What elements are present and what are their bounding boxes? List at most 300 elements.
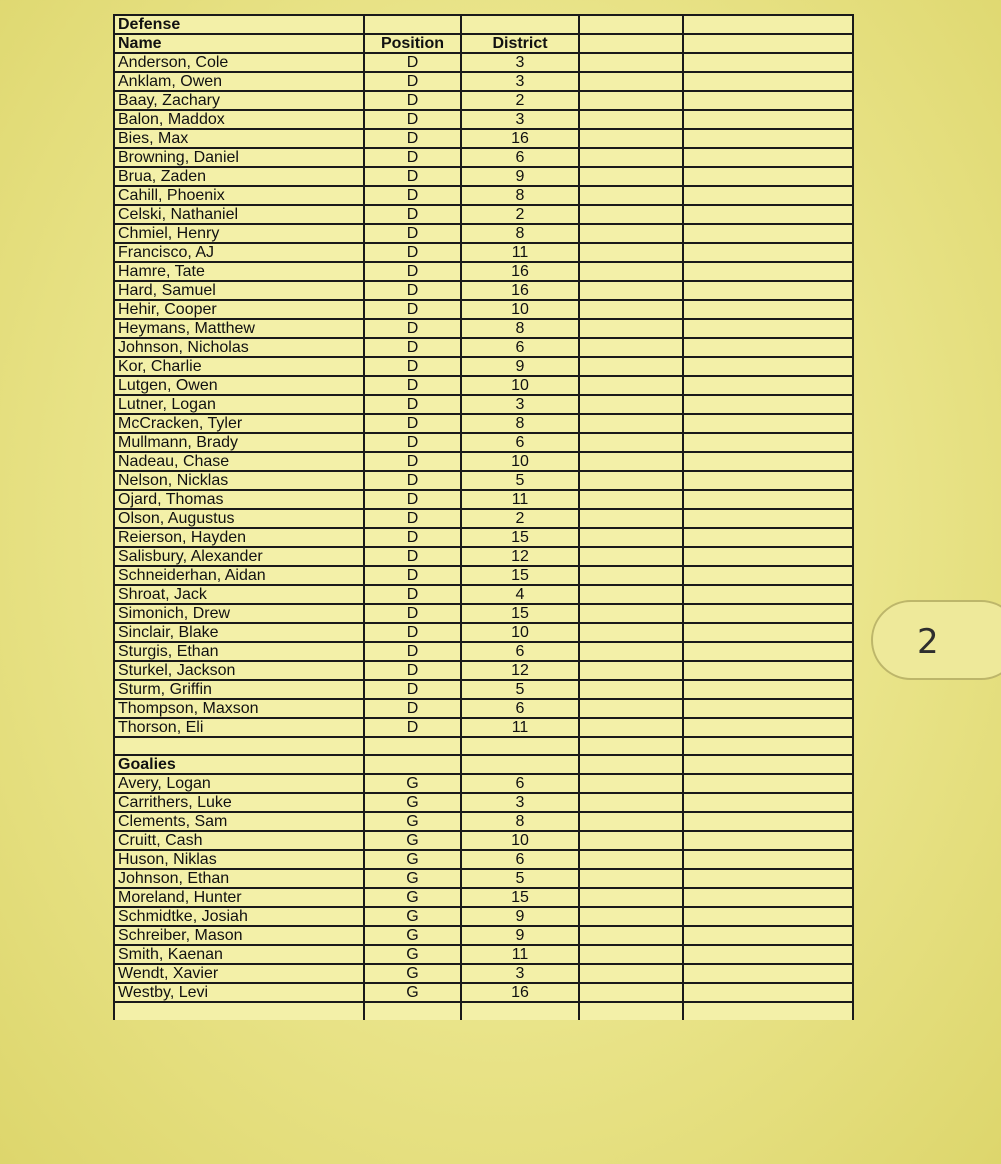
empty-cell [114,737,364,755]
empty-cell [579,395,683,414]
player-name-cell: Johnson, Ethan [114,869,364,888]
empty-cell [683,661,853,680]
player-district-cell: 4 [461,585,579,604]
player-position-cell: G [364,926,461,945]
empty-cell [579,15,683,34]
table-row [114,433,853,452]
player-district-cell: 9 [461,167,579,186]
empty-cell [683,774,853,793]
empty-cell [683,869,853,888]
player-position-cell: G [364,774,461,793]
empty-cell [683,433,853,452]
empty-cell [579,300,683,319]
empty-cell [579,148,683,167]
table-row [114,224,853,243]
table-row [114,793,853,812]
player-name-cell: Bies, Max [114,129,364,148]
empty-cell [579,376,683,395]
player-position-cell: D [364,566,461,585]
player-position-cell: D [364,224,461,243]
empty-cell [683,642,853,661]
player-position-cell: G [364,831,461,850]
player-position-cell: D [364,53,461,72]
player-position-cell: D [364,585,461,604]
player-position-cell: G [364,888,461,907]
empty-cell [683,623,853,642]
player-name-cell: Huson, Niklas [114,850,364,869]
empty-cell [579,72,683,91]
column-header-position: Position [364,34,461,53]
player-name-cell: Cahill, Phoenix [114,186,364,205]
empty-cell [683,110,853,129]
empty-cell [683,585,853,604]
empty-cell [579,205,683,224]
player-district-cell: 3 [461,110,579,129]
player-position-cell: D [364,167,461,186]
empty-cell [683,812,853,831]
player-position-cell: D [364,680,461,699]
page-number-tab[interactable] [871,600,1001,680]
player-position-cell: D [364,471,461,490]
player-district-cell: 2 [461,91,579,110]
player-district-cell: 8 [461,414,579,433]
empty-cell [683,945,853,964]
empty-cell [579,831,683,850]
player-position-cell: D [364,91,461,110]
table-row [114,926,853,945]
player-position-cell: D [364,414,461,433]
empty-cell [579,433,683,452]
player-district-cell: 8 [461,812,579,831]
player-name-cell: Baay, Zachary [114,91,364,110]
player-name-cell: Heymans, Matthew [114,319,364,338]
table-row [114,642,853,661]
empty-cell [683,680,853,699]
player-district-cell: 3 [461,53,579,72]
player-position-cell: D [364,262,461,281]
table-row [114,528,853,547]
empty-cell [461,1002,579,1020]
empty-cell [683,148,853,167]
player-name-cell: Hamre, Tate [114,262,364,281]
player-name-cell: Reierson, Hayden [114,528,364,547]
empty-cell [683,888,853,907]
player-district-cell: 5 [461,471,579,490]
empty-cell [579,528,683,547]
empty-cell [579,604,683,623]
empty-cell [683,15,853,34]
player-district-cell: 5 [461,869,579,888]
table-row [114,186,853,205]
empty-cell [579,699,683,718]
player-position-cell: G [364,869,461,888]
section-title: Goalies [114,755,364,774]
empty-cell [683,186,853,205]
table-row [114,812,853,831]
player-name-cell: Wendt, Xavier [114,964,364,983]
empty-cell [579,888,683,907]
player-name-cell: Browning, Daniel [114,148,364,167]
table-row [114,509,853,528]
blank-row [114,1002,853,1020]
table-row [114,281,853,300]
player-name-cell: Anderson, Cole [114,53,364,72]
table-row [114,661,853,680]
table-row [114,129,853,148]
player-district-cell: 12 [461,547,579,566]
player-district-cell: 3 [461,964,579,983]
player-district-cell: 6 [461,148,579,167]
player-position-cell: D [364,699,461,718]
player-position-cell: D [364,528,461,547]
empty-cell [579,793,683,812]
player-district-cell: 10 [461,623,579,642]
player-position-cell: D [364,547,461,566]
table-row [114,376,853,395]
table-row [114,53,853,72]
section-title: Defense [114,15,364,34]
empty-cell [683,737,853,755]
player-position-cell: D [364,623,461,642]
empty-cell [683,281,853,300]
player-position-cell: D [364,186,461,205]
empty-cell [683,224,853,243]
empty-cell [579,509,683,528]
player-name-cell: Olson, Augustus [114,509,364,528]
player-name-cell: Schreiber, Mason [114,926,364,945]
empty-cell [579,338,683,357]
player-position-cell: G [364,812,461,831]
column-header-district: District [461,34,579,53]
empty-cell [579,471,683,490]
table-row [114,680,853,699]
player-position-cell: D [364,205,461,224]
player-name-cell: Sturgis, Ethan [114,642,364,661]
table-row [114,72,853,91]
table-row [114,471,853,490]
player-position-cell: D [364,129,461,148]
player-name-cell: Sturkel, Jackson [114,661,364,680]
player-name-cell: Lutner, Logan [114,395,364,414]
player-district-cell: 11 [461,718,579,737]
table-row [114,566,853,585]
player-position-cell: G [364,983,461,1002]
player-district-cell: 8 [461,319,579,338]
empty-cell [683,509,853,528]
player-district-cell: 15 [461,604,579,623]
player-position-cell: D [364,300,461,319]
table-row [114,850,853,869]
player-position-cell: D [364,395,461,414]
player-name-cell: McCracken, Tyler [114,414,364,433]
player-district-cell: 12 [461,661,579,680]
empty-cell [683,964,853,983]
column-header-row [114,34,853,53]
player-district-cell: 6 [461,699,579,718]
player-district-cell: 11 [461,945,579,964]
empty-cell [114,1002,364,1020]
roster-table-body [114,15,853,1020]
player-position-cell: D [364,452,461,471]
empty-cell [579,755,683,774]
empty-cell [579,490,683,509]
empty-cell [683,983,853,1002]
empty-cell [579,167,683,186]
empty-cell [579,964,683,983]
player-position-cell: D [364,72,461,91]
player-position-cell: D [364,661,461,680]
player-district-cell: 16 [461,262,579,281]
empty-cell [683,376,853,395]
player-position-cell: D [364,718,461,737]
table-row [114,452,853,471]
player-position-cell: G [364,907,461,926]
empty-cell [579,414,683,433]
empty-cell [683,338,853,357]
player-name-cell: Chmiel, Henry [114,224,364,243]
table-row [114,869,853,888]
player-name-cell: Johnson, Nicholas [114,338,364,357]
empty-cell [579,53,683,72]
player-name-cell: Mullmann, Brady [114,433,364,452]
player-name-cell: Hard, Samuel [114,281,364,300]
table-row [114,110,853,129]
empty-cell [579,642,683,661]
player-position-cell: D [364,243,461,262]
empty-cell [579,850,683,869]
player-name-cell: Avery, Logan [114,774,364,793]
player-district-cell: 10 [461,831,579,850]
player-name-cell: Celski, Nathaniel [114,205,364,224]
player-district-cell: 5 [461,680,579,699]
empty-cell [683,205,853,224]
table-row [114,945,853,964]
roster-table [113,14,854,1020]
empty-cell [579,547,683,566]
table-row [114,262,853,281]
table-row [114,414,853,433]
empty-cell [579,926,683,945]
empty-cell [461,755,579,774]
empty-cell [683,793,853,812]
player-district-cell: 15 [461,528,579,547]
section-header-defense [114,15,853,34]
empty-cell [579,110,683,129]
empty-cell [683,53,853,72]
table-row [114,604,853,623]
empty-cell [683,831,853,850]
empty-cell [579,224,683,243]
table-row [114,357,853,376]
empty-cell [683,490,853,509]
table-row [114,983,853,1002]
player-district-cell: 6 [461,642,579,661]
table-row [114,585,853,604]
empty-cell [579,281,683,300]
player-name-cell: Shroat, Jack [114,585,364,604]
player-position-cell: G [364,945,461,964]
player-district-cell: 16 [461,983,579,1002]
player-position-cell: D [364,509,461,528]
table-row [114,338,853,357]
player-name-cell: Carrithers, Luke [114,793,364,812]
player-district-cell: 16 [461,281,579,300]
empty-cell [683,319,853,338]
player-name-cell: Smith, Kaenan [114,945,364,964]
player-district-cell: 6 [461,338,579,357]
player-district-cell: 2 [461,205,579,224]
table-row [114,774,853,793]
player-position-cell: D [364,148,461,167]
player-name-cell: Sinclair, Blake [114,623,364,642]
empty-cell [683,528,853,547]
player-district-cell: 3 [461,72,579,91]
player-district-cell: 6 [461,850,579,869]
empty-cell [683,718,853,737]
empty-cell [364,737,461,755]
empty-cell [683,755,853,774]
table-row [114,167,853,186]
empty-cell [579,1002,683,1020]
table-row [114,205,853,224]
empty-cell [579,718,683,737]
empty-cell [579,262,683,281]
player-name-cell: Francisco, AJ [114,243,364,262]
empty-cell [683,452,853,471]
empty-cell [579,186,683,205]
empty-cell [683,72,853,91]
table-row [114,964,853,983]
page-number-label: 2 [917,622,939,662]
player-position-cell: D [364,338,461,357]
empty-cell [683,1002,853,1020]
empty-cell [364,1002,461,1020]
empty-cell [683,395,853,414]
player-name-cell: Hehir, Cooper [114,300,364,319]
empty-cell [579,983,683,1002]
table-row [114,490,853,509]
empty-cell [461,737,579,755]
player-name-cell: Clements, Sam [114,812,364,831]
player-district-cell: 15 [461,888,579,907]
player-district-cell: 3 [461,793,579,812]
empty-cell [683,91,853,110]
empty-cell [683,547,853,566]
player-district-cell: 9 [461,926,579,945]
empty-cell [683,34,853,53]
empty-cell [579,34,683,53]
player-name-cell: Anklam, Owen [114,72,364,91]
player-name-cell: Simonich, Drew [114,604,364,623]
table-row [114,547,853,566]
player-position-cell: G [364,793,461,812]
player-district-cell: 10 [461,376,579,395]
empty-cell [579,91,683,110]
empty-cell [579,129,683,148]
player-position-cell: G [364,964,461,983]
player-position-cell: D [364,604,461,623]
empty-cell [364,755,461,774]
player-name-cell: Schmidtke, Josiah [114,907,364,926]
player-name-cell: Salisbury, Alexander [114,547,364,566]
player-district-cell: 9 [461,357,579,376]
empty-cell [579,623,683,642]
empty-cell [683,262,853,281]
column-header-name: Name [114,34,364,53]
player-district-cell: 11 [461,243,579,262]
player-district-cell: 16 [461,129,579,148]
player-position-cell: G [364,850,461,869]
player-name-cell: Ojard, Thomas [114,490,364,509]
player-position-cell: D [364,642,461,661]
blank-row [114,737,853,755]
player-name-cell: Kor, Charlie [114,357,364,376]
player-district-cell: 2 [461,509,579,528]
player-name-cell: Nelson, Nicklas [114,471,364,490]
table-row [114,623,853,642]
empty-cell [579,585,683,604]
player-district-cell: 3 [461,395,579,414]
table-row [114,300,853,319]
player-position-cell: D [364,376,461,395]
empty-cell [579,661,683,680]
empty-cell [579,680,683,699]
player-district-cell: 6 [461,774,579,793]
empty-cell [683,907,853,926]
empty-cell [579,812,683,831]
empty-cell [579,907,683,926]
player-district-cell: 9 [461,907,579,926]
table-row [114,699,853,718]
empty-cell [579,945,683,964]
empty-cell [364,15,461,34]
table-row [114,91,853,110]
player-district-cell: 15 [461,566,579,585]
player-name-cell: Moreland, Hunter [114,888,364,907]
table-row [114,148,853,167]
empty-cell [579,774,683,793]
player-name-cell: Balon, Maddox [114,110,364,129]
player-position-cell: D [364,319,461,338]
table-row [114,888,853,907]
player-district-cell: 8 [461,224,579,243]
empty-cell [461,15,579,34]
empty-cell [683,414,853,433]
section-header-goalies [114,755,853,774]
player-name-cell: Lutgen, Owen [114,376,364,395]
empty-cell [683,471,853,490]
empty-cell [579,319,683,338]
player-district-cell: 10 [461,452,579,471]
player-name-cell: Westby, Levi [114,983,364,1002]
empty-cell [683,129,853,148]
player-position-cell: D [364,357,461,376]
empty-cell [683,926,853,945]
empty-cell [683,566,853,585]
empty-cell [683,357,853,376]
player-position-cell: D [364,110,461,129]
player-position-cell: D [364,281,461,300]
player-name-cell: Thorson, Eli [114,718,364,737]
empty-cell [683,243,853,262]
table-row [114,243,853,262]
empty-cell [579,737,683,755]
player-name-cell: Cruitt, Cash [114,831,364,850]
player-district-cell: 8 [461,186,579,205]
player-name-cell: Thompson, Maxson [114,699,364,718]
table-row [114,831,853,850]
table-row [114,718,853,737]
